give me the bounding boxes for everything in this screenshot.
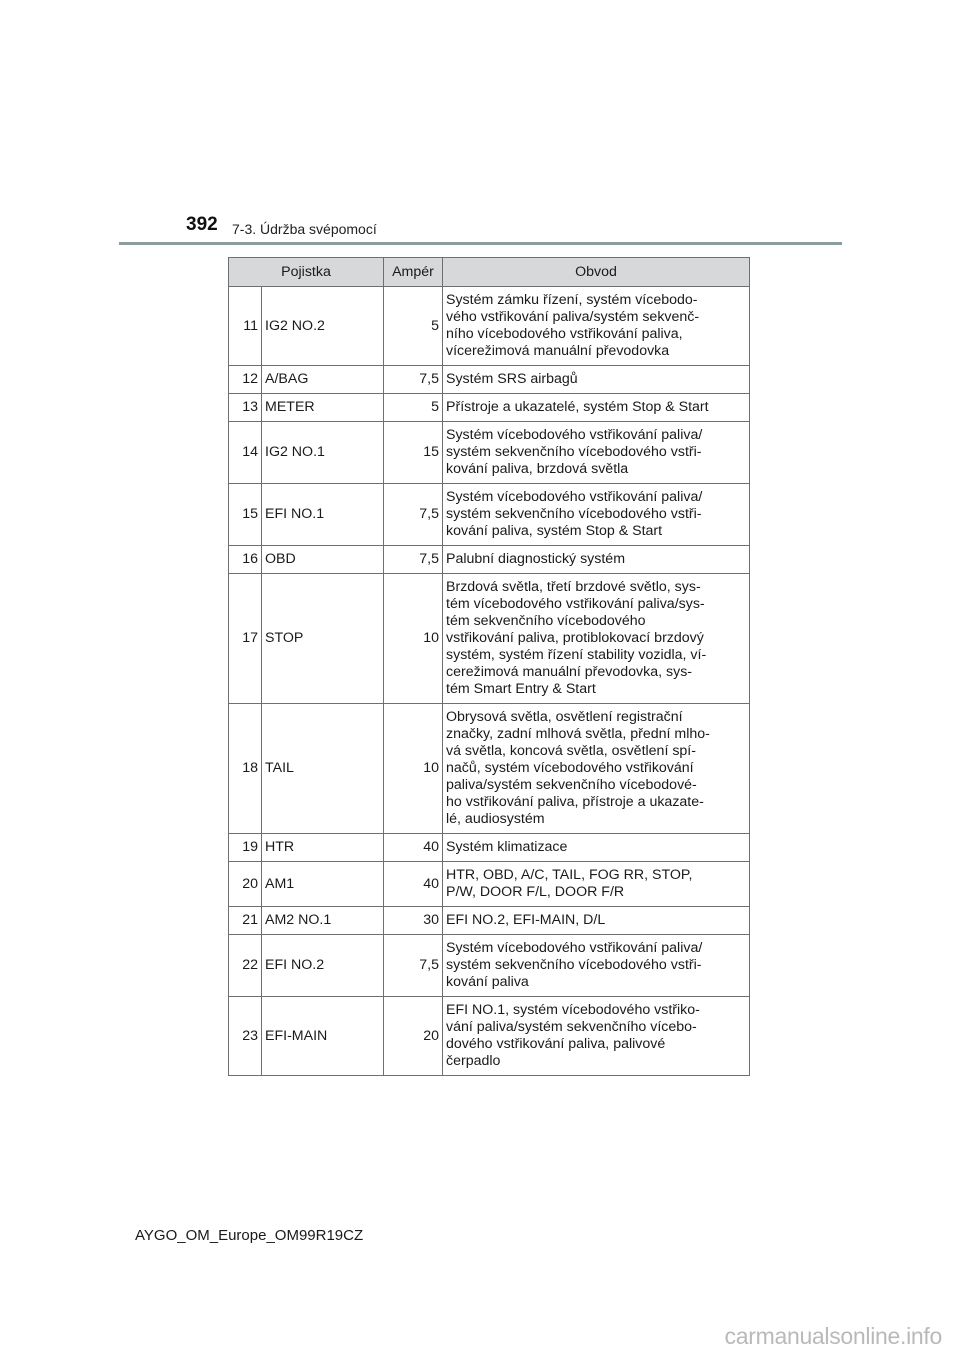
circuit-cell: Systém klimatizace <box>443 834 750 862</box>
fuse-number-cell: 21 <box>229 907 262 935</box>
fuse-name-cell: IG2 NO.2 <box>262 287 384 366</box>
fuse-number-cell: 15 <box>229 484 262 546</box>
fuse-name-cell: TAIL <box>262 704 384 834</box>
table-row <box>229 704 750 834</box>
watermark: carmanualsonline.info <box>724 1323 942 1349</box>
table-row <box>229 862 750 907</box>
ampere-cell: 5 <box>384 287 443 366</box>
ampere-cell: 30 <box>384 907 443 935</box>
fuse-number-cell: 13 <box>229 394 262 422</box>
circuit-cell: EFI NO.1, systém vícebodového vstřiko- vání paliva/systém sekvenčního vícebo- dového vstřikování paliva, palivové čerpadlo <box>443 997 750 1076</box>
table-row <box>229 997 750 1076</box>
fuse-name-cell: AM2 NO.1 <box>262 907 384 935</box>
ampere-cell: 40 <box>384 834 443 862</box>
table-row <box>229 574 750 704</box>
ampere-cell: 7,5 <box>384 366 443 394</box>
column-header-ampere: Ampér <box>384 258 443 287</box>
table-row <box>229 484 750 546</box>
ampere-cell: 7,5 <box>384 546 443 574</box>
circuit-cell: Systém zámku řízení, systém vícebodo- vého vstřikování paliva/systém sekvenč- ního vícebodového vstřikování paliva, vícerežimová manuální převodovka <box>443 287 750 366</box>
fuse-number-cell: 12 <box>229 366 262 394</box>
circuit-cell: Systém vícebodového vstřikování paliva/ systém sekvenčního vícebodového vstři- kování paliva, brzdová světla <box>443 422 750 484</box>
fuse-number-cell: 20 <box>229 862 262 907</box>
circuit-cell: Systém vícebodového vstřikování paliva/ systém sekvenčního vícebodového vstři- kování paliva, systém Stop & Start <box>443 484 750 546</box>
table-row <box>229 394 750 422</box>
circuit-cell: Přístroje a ukazatelé, systém Stop & Start <box>443 394 750 422</box>
ampere-cell: 15 <box>384 422 443 484</box>
table-row <box>229 546 750 574</box>
fuse-number-cell: 23 <box>229 997 262 1076</box>
table-row <box>229 834 750 862</box>
ampere-cell: 7,5 <box>384 935 443 997</box>
page-number: 392 <box>186 214 218 235</box>
circuit-cell: Systém vícebodového vstřikování paliva/ systém sekvenčního vícebodového vstři- kování paliva <box>443 935 750 997</box>
ampere-cell: 20 <box>384 997 443 1076</box>
ampere-cell: 10 <box>384 704 443 834</box>
ampere-cell: 5 <box>384 394 443 422</box>
table-row <box>229 366 750 394</box>
ampere-cell: 7,5 <box>384 484 443 546</box>
column-header-circuit: Obvod <box>443 258 750 287</box>
column-header-fuse: Pojistka <box>229 258 384 287</box>
circuit-cell: HTR, OBD, A/C, TAIL, FOG RR, STOP, P/W, DOOR F/L, DOOR F/R <box>443 862 750 907</box>
table-row <box>229 907 750 935</box>
fuse-name-cell: EFI NO.2 <box>262 935 384 997</box>
fuse-name-cell: EFI-MAIN <box>262 997 384 1076</box>
fuse-number-cell: 16 <box>229 546 262 574</box>
ampere-cell: 10 <box>384 574 443 704</box>
fuse-number-cell: 11 <box>229 287 262 366</box>
fuse-table <box>228 257 750 1076</box>
fuse-name-cell: AM1 <box>262 862 384 907</box>
circuit-cell: Obrysová světla, osvětlení registrační značky, zadní mlhová světla, přední mlho- vá světla, koncová světla, osvětlení spí- načů, systém vícebodového vstřikování paliva/systém sekvenčního vícebodové- ho vstřikování paliva, přístroje a ukazate- lé, audiosystém <box>443 704 750 834</box>
fuse-name-cell: HTR <box>262 834 384 862</box>
fuse-name-cell: IG2 NO.1 <box>262 422 384 484</box>
circuit-cell: EFI NO.2, EFI-MAIN, D/L <box>443 907 750 935</box>
ampere-cell: 40 <box>384 862 443 907</box>
circuit-cell: Brzdová světla, třetí brzdové světlo, sys- tém vícebodového vstřikování paliva/sys- tém sekvenčního vícebodového vstřikování paliva, protiblokovací brzdový systém, systém řízení stability vozidla, ví- cerežimová manuální převodovka, sys- tém Smart Entry & Start <box>443 574 750 704</box>
fuse-name-cell: METER <box>262 394 384 422</box>
fuse-name-cell: EFI NO.1 <box>262 484 384 546</box>
document-code: AYGO_OM_Europe_OM99R19CZ <box>135 1227 364 1244</box>
header-divider <box>119 242 842 245</box>
fuse-number-cell: 18 <box>229 704 262 834</box>
fuse-name-cell: A/BAG <box>262 366 384 394</box>
section-title: 7-3. Údržba svépomocí <box>232 221 377 237</box>
table-body <box>229 287 750 1076</box>
table-row <box>229 935 750 997</box>
fuse-number-cell: 17 <box>229 574 262 704</box>
circuit-cell: Palubní diagnostický systém <box>443 546 750 574</box>
table-header-row <box>229 258 750 287</box>
fuse-name-cell: OBD <box>262 546 384 574</box>
table-row <box>229 287 750 366</box>
table-row <box>229 422 750 484</box>
fuse-name-cell: STOP <box>262 574 384 704</box>
fuse-number-cell: 14 <box>229 422 262 484</box>
fuse-number-cell: 19 <box>229 834 262 862</box>
circuit-cell: Systém SRS airbagů <box>443 366 750 394</box>
fuse-number-cell: 22 <box>229 935 262 997</box>
